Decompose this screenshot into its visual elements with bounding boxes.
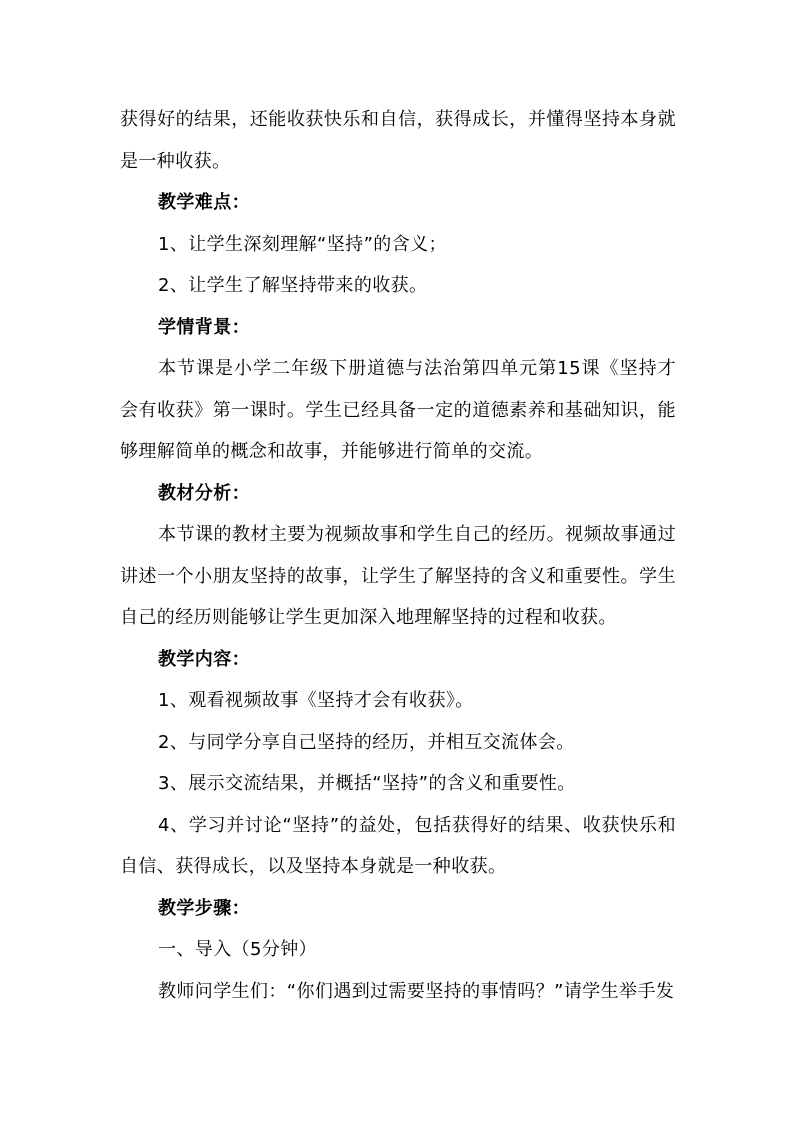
heading-teaching-difficulties: 教学难点： (158, 192, 250, 213)
heading-teaching-steps: 教学步骤： (158, 897, 250, 919)
heading-student-background: 学情背景： (158, 316, 250, 338)
paragraph-material-analysis: 本节课的教材主要为视频故事和学生自己的经历。视频故事通过讲述一个小朋友坚持的故事，让学生了解坚持的含义和重要性。学生自己的经历则能够让学生更加深入地理解坚持的过程和收获。 (120, 524, 676, 628)
paragraph-continuation: 获得好的结果，还能收获快乐和自信，获得成长，并懂得坚持本身就是一种收获。 (120, 109, 676, 172)
list-item-content-4: 4、学习并讨论“坚持”的益处，包括获得好的结果、收获快乐和自信、获得成长，以及坚持本身就是一种收获。 (120, 814, 676, 877)
list-item-difficulty-2: 2、让学生了解坚持带来的收获。 (158, 275, 428, 296)
list-item-difficulty-1: 1、让学生深刻理解“坚持”的含义； (158, 233, 447, 255)
list-item-content-1: 1、观看视频故事《坚持才会有收获》。 (158, 690, 474, 711)
list-item-content-2: 2、与同学分享自己坚持的经历，并相互交流体会。 (158, 731, 575, 753)
heading-material-analysis: 教材分析： (158, 482, 250, 504)
step-introduction: 一、导入（5分钟） (158, 939, 318, 960)
paragraph-teacher-question: 教师问学生们：“你们遇到过需要坚持的事情吗？”请学生举手发 (158, 980, 675, 1002)
list-item-content-3: 3、展示交流结果，并概括“坚持”的含义和重要性。 (158, 773, 576, 794)
paragraph-student-background: 本节课是小学二年级下册道德与法治第四单元第15课《坚持才会有收获》第一课时。学生已经具备一定的道德素养和基础知识，能够理解简单的概念和故事，并能够进行简单的交流。 (120, 358, 676, 462)
heading-teaching-content: 教学内容： (158, 648, 250, 670)
document-body (120, 99, 676, 1012)
